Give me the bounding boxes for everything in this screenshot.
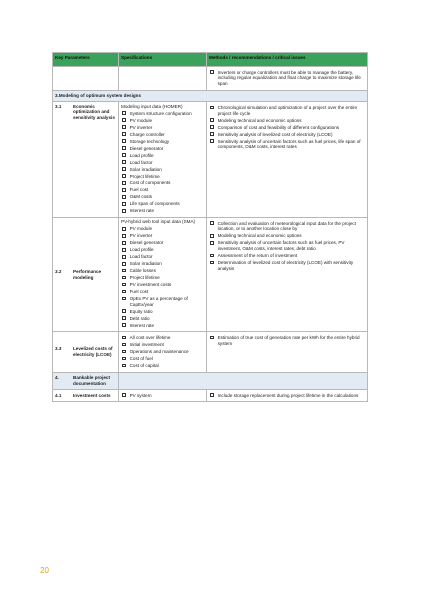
specifications-cell: [119, 332, 207, 372]
checklist-item: [121, 187, 204, 193]
row-number: 3.2: [55, 268, 62, 274]
checkbox-icon[interactable]: [122, 188, 126, 192]
checklist-item: [121, 125, 204, 131]
section-key-cell: [53, 372, 119, 389]
specs-list: [121, 335, 204, 369]
checkbox-icon[interactable]: [122, 167, 126, 171]
specifications-cell: [119, 102, 207, 218]
checklist-item: [209, 221, 365, 232]
checklist-item: [121, 282, 204, 288]
checklist-item-label: Load factor: [129, 254, 153, 260]
checkbox-icon[interactable]: [122, 276, 126, 280]
methods-list: [209, 335, 365, 346]
checkbox-icon[interactable]: [122, 297, 126, 301]
section-title: Bankable project documentation: [73, 375, 111, 386]
checkbox-icon[interactable]: [122, 139, 126, 143]
header-specifications: Specifications: [119, 53, 207, 67]
checklist-item-label: Sensitivity analysis of levelized cost of electricity (LCOE): [217, 131, 333, 137]
checklist-item: [121, 393, 204, 399]
row-number: 4.1: [55, 392, 62, 398]
checkbox-icon[interactable]: [122, 174, 126, 178]
checklist-item-label: Cost of components: [129, 180, 171, 186]
methods-cell: [207, 217, 368, 331]
checkbox-icon[interactable]: [210, 118, 214, 122]
checklist-item: [209, 125, 365, 131]
checkbox-icon[interactable]: [210, 125, 214, 129]
checkbox-icon[interactable]: [122, 255, 126, 259]
checklist-item: [121, 153, 204, 159]
checklist-item-label: Fuel cost: [129, 289, 149, 295]
checklist-item-label: All cost over lifetime: [129, 335, 171, 341]
checklist-item: [209, 335, 365, 346]
page-number: 20: [40, 566, 49, 575]
row-name: Economic optimization and sensitivity analysis: [73, 103, 115, 120]
checklist-item-label: Life span of components: [129, 201, 180, 207]
checkbox-icon[interactable]: [122, 262, 126, 266]
checklist-item: [209, 260, 365, 271]
checkbox-icon[interactable]: [122, 181, 126, 185]
checklist-item-label: Project lifetime: [129, 173, 160, 179]
checklist-item: [209, 393, 365, 399]
checklist-item-label: Storage technology: [129, 138, 170, 144]
checklist-item: [121, 275, 204, 281]
checkbox-icon[interactable]: [122, 132, 126, 136]
specs-list: [121, 226, 204, 328]
checklist-item: [121, 118, 204, 124]
checklist-item-label: Interest rate: [129, 322, 155, 328]
section-title: 3.Modeling of optimum system designs: [53, 90, 368, 102]
checklist-item: [121, 323, 204, 329]
checklist-item-label: Equity ratio: [129, 308, 153, 314]
checkbox-icon[interactable]: [122, 248, 126, 252]
checklist-item-label: Debt ratio: [129, 315, 150, 321]
checklist-item: [209, 233, 365, 239]
checkbox-icon[interactable]: [210, 261, 214, 265]
checkbox-icon[interactable]: [122, 234, 126, 238]
checklist-item: [121, 174, 204, 180]
checklist-item: [121, 342, 204, 348]
checkbox-icon[interactable]: [210, 336, 214, 340]
table-row: [53, 389, 368, 401]
spec-intro: Modeling input data (HOMER): [121, 103, 183, 109]
checkbox-icon[interactable]: [122, 111, 126, 115]
checkbox-icon[interactable]: [210, 139, 214, 143]
checkbox-icon[interactable]: [122, 357, 126, 361]
checklist-item: [209, 253, 365, 259]
section-number: 4.: [55, 375, 59, 381]
checklist-item-label: PV system: [129, 392, 152, 398]
table-row: [53, 332, 368, 372]
checklist-item-label: Inverters or charge controllers must be able to manage the battery, including regular equalization and float charge to maximize storage life span: [217, 69, 361, 87]
checklist-item-label: Modeling technical and economic options: [217, 117, 302, 123]
checkbox-icon[interactable]: [122, 241, 126, 245]
methods-cell: [207, 102, 368, 218]
checklist-item: [121, 261, 204, 267]
row-number: 3.3: [55, 346, 62, 352]
checklist-item-label: PV module: [129, 226, 153, 232]
checkbox-icon[interactable]: [122, 160, 126, 164]
checklist-item: [209, 118, 365, 124]
checklist-item: [121, 349, 204, 355]
checklist-item-label: Cost of fuel: [129, 356, 153, 362]
checklist-item-label: OpEx PV as a percentage of CapEx/year: [129, 296, 188, 307]
section-row: [53, 90, 368, 102]
checklist-item: [121, 316, 204, 322]
checklist-item-label: Determination of levelized cost of electricity (LCOE) with sensitivity analysis: [217, 259, 354, 271]
checkbox-icon[interactable]: [122, 153, 126, 157]
checklist-item: [209, 70, 365, 87]
checklist-item-label: Assessment of the return of investment: [217, 252, 298, 258]
section-row: [53, 372, 368, 389]
checklist-item: [121, 194, 204, 200]
methods-list: [209, 221, 365, 271]
checkbox-icon[interactable]: [210, 70, 214, 74]
checklist-item-label: Cable losses: [129, 268, 156, 274]
checklist-item: [121, 226, 204, 232]
checklist-item-label: Load factor: [129, 159, 153, 165]
checklist-item: [209, 240, 365, 251]
section-fill: [119, 372, 368, 389]
key-cell: [53, 102, 119, 218]
checklist-item-label: Collection and evaluation of meteorological input data for the project location, or to another location close by: [217, 220, 357, 232]
checklist-item-label: Project lifetime: [129, 275, 160, 281]
checklist-item: [121, 160, 204, 166]
specs-list: [121, 393, 204, 399]
checklist-item-label: Diesel generator: [129, 240, 164, 246]
checklist-item-label: Sensitivity analysis of uncertain factors such as fuel prices, PV investment, O&M costs, interest rates, debt ratio: [217, 240, 345, 251]
key-cell: [53, 217, 119, 331]
checklist-item-label: Solar irradiation: [129, 261, 162, 267]
continuation-row: [53, 67, 368, 91]
checkbox-icon[interactable]: [122, 283, 126, 287]
checkbox-icon[interactable]: [210, 106, 214, 110]
key-cell: [53, 332, 119, 372]
table-header-row: [53, 53, 368, 67]
checklist-item: [209, 105, 365, 116]
row-number: 3.1: [55, 103, 62, 109]
header-methods: Methods / recommendations / critical issues: [207, 53, 368, 67]
header-key-parameters: Key Parameters: [53, 53, 119, 67]
checklist-item-label: Sensitivity analysis of uncertain factors such as fuel prices, life span of components, O&M costs, interest rates: [217, 138, 361, 150]
checkbox-icon[interactable]: [210, 132, 214, 136]
checklist-item: [121, 146, 204, 152]
checklist-item: [121, 335, 204, 341]
checklist-item-label: Initial investment: [129, 342, 164, 348]
table-row: [53, 217, 368, 331]
checklist-item-label: Include storage replacement during project lifetime in the calculations: [217, 392, 359, 398]
checklist-item: [121, 268, 204, 274]
checkbox-icon[interactable]: [122, 146, 126, 150]
checklist-item: [121, 356, 204, 362]
checklist-item: [121, 208, 204, 214]
checklist-item: [121, 254, 204, 260]
checklist-item: [121, 111, 204, 117]
checklist-item-label: System structure configuration: [129, 110, 192, 116]
checkbox-icon[interactable]: [122, 290, 126, 294]
checkbox-icon[interactable]: [122, 209, 126, 213]
checklist-item: [121, 201, 204, 207]
checklist-item-label: PV inverter: [129, 124, 153, 130]
checkbox-icon[interactable]: [122, 350, 126, 354]
checklist-item: [121, 289, 204, 295]
methods-cell: [207, 332, 368, 372]
checkbox-icon[interactable]: [122, 343, 126, 347]
checkbox-icon[interactable]: [210, 241, 214, 245]
specifications-cell: [119, 217, 207, 331]
checkbox-icon[interactable]: [122, 227, 126, 231]
methods-list: [209, 70, 365, 87]
checklist-item-label: PV investment costs: [129, 282, 172, 288]
checkbox-icon[interactable]: [210, 234, 214, 238]
checkbox-icon[interactable]: [210, 393, 214, 397]
checklist-item: [121, 363, 204, 369]
checklist-item-label: Operations and maintenance: [129, 349, 189, 355]
checklist-item: [121, 167, 204, 173]
key-cell: [53, 389, 119, 401]
checklist-item: [121, 132, 204, 138]
specifications-cell: [119, 389, 207, 401]
checklist-item-label: Estimation of true cost of generation rate per kWh for the entire hybrid system: [217, 335, 360, 346]
checklist-item: [121, 296, 204, 307]
methods-cell: [207, 389, 368, 401]
checklist-item-label: Interest rate: [129, 208, 155, 214]
checklist-item-label: PV module: [129, 117, 153, 123]
checkbox-icon[interactable]: [122, 323, 126, 327]
checkbox-icon[interactable]: [122, 309, 126, 313]
checklist-item-label: Solar irradiation: [129, 166, 162, 172]
checkbox-icon[interactable]: [122, 118, 126, 122]
row-name: Investment costs: [73, 392, 111, 398]
checklist-item-label: PV inverter: [129, 233, 153, 239]
checklist-item-label: Load profile: [129, 247, 154, 253]
spec-intro: PV-hybrid web tool input data (SMA): [121, 219, 196, 225]
checklist-item-label: Modeling technical and economic options: [217, 233, 302, 239]
specs-list: [121, 111, 204, 214]
checklist-item: [121, 180, 204, 186]
checklist-item-label: Fuel cost: [129, 187, 149, 193]
checkbox-icon[interactable]: [122, 195, 126, 199]
row-name: Performance modeling: [73, 268, 102, 280]
checkbox-icon[interactable]: [210, 221, 214, 225]
continuation-key-cell: [53, 67, 119, 91]
methods-list: [209, 105, 365, 150]
checklist-item: [121, 309, 204, 315]
checklist-item: [121, 233, 204, 239]
table-row: [53, 102, 368, 218]
checklist-item: [121, 247, 204, 253]
checklist-item-label: O&M costs: [129, 194, 153, 200]
checkbox-icon[interactable]: [210, 254, 214, 258]
checklist-item-label: Cost of capital: [129, 363, 159, 369]
checklist-item-label: Charge controller: [129, 131, 165, 137]
row-name: Levelized costs of electricity (LCOE): [73, 346, 113, 357]
continuation-spec-cell: [119, 67, 207, 91]
parameters-table: [52, 52, 368, 402]
checkbox-icon[interactable]: [122, 336, 126, 340]
checkbox-icon[interactable]: [122, 364, 126, 368]
checklist-item-label: Diesel generator: [129, 145, 164, 151]
methods-list: [209, 393, 365, 399]
checkbox-icon[interactable]: [122, 269, 126, 273]
checkbox-icon[interactable]: [122, 125, 126, 129]
checklist-item-label: Load profile: [129, 152, 154, 158]
checkbox-icon[interactable]: [122, 316, 126, 320]
checklist-item-label: Chronological simulation and optimization of a project over the entire project life cycle: [217, 105, 358, 116]
checklist-item: [121, 139, 204, 145]
checkbox-icon[interactable]: [122, 202, 126, 206]
checklist-item: [121, 240, 204, 246]
checklist-item-label: Comparison of cost and feasibility of different configurations: [217, 124, 340, 130]
checklist-item: [209, 132, 365, 138]
checklist-item: [209, 139, 365, 150]
checkbox-icon[interactable]: [122, 393, 126, 397]
continuation-methods-cell: [207, 67, 368, 91]
